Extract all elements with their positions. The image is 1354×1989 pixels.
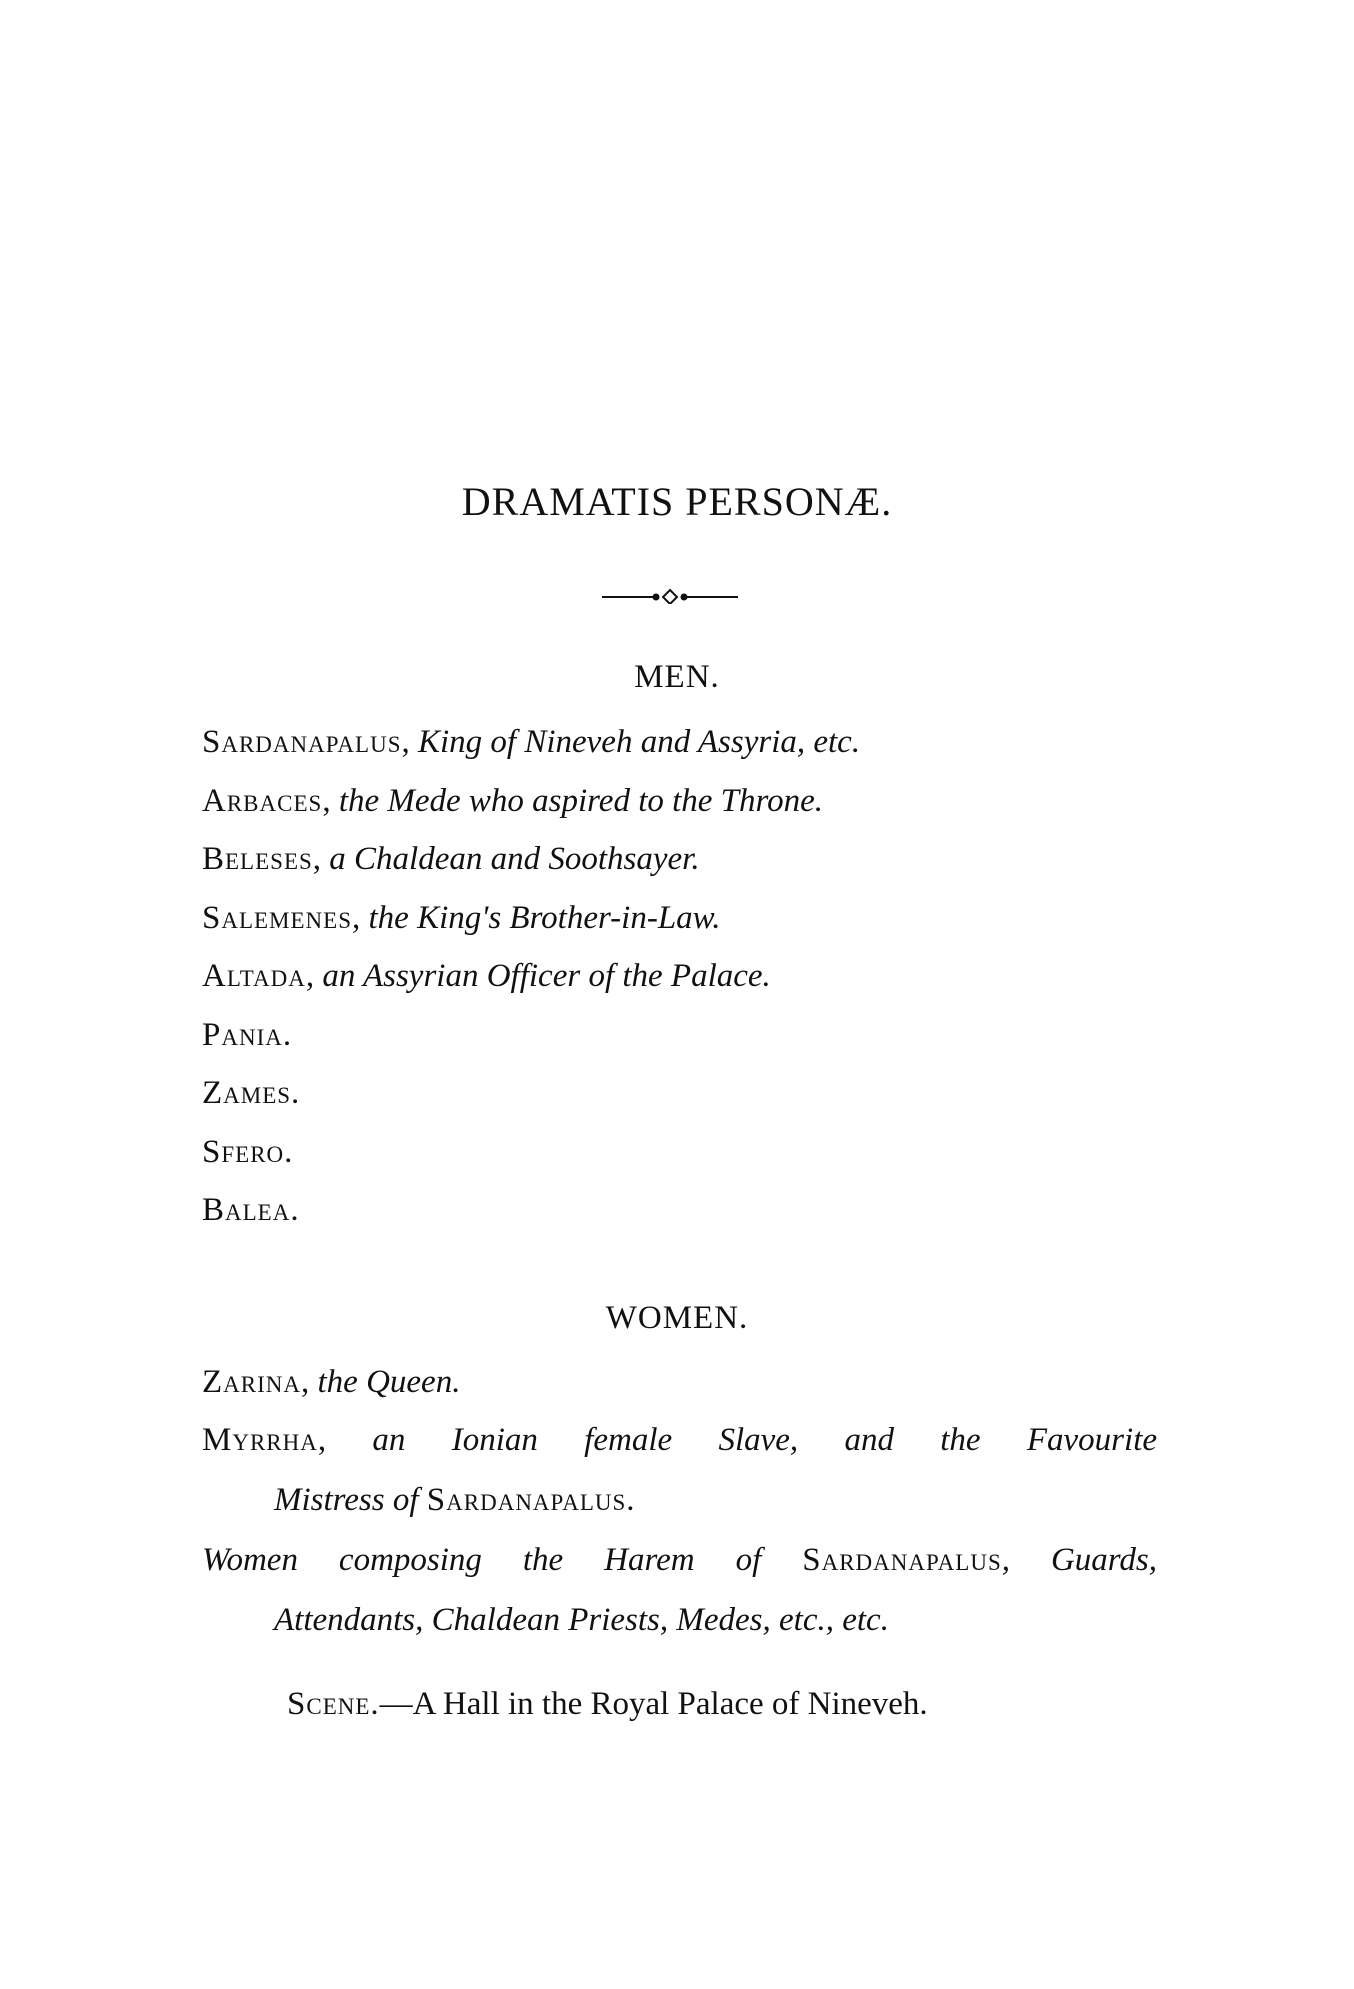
character-description: King of Nineveh and Assyria, etc. bbox=[417, 724, 861, 760]
character-description: the King's Brother-in-Law. bbox=[368, 899, 721, 936]
scene-label: Scene. bbox=[287, 1686, 380, 1722]
separator: , bbox=[401, 724, 418, 760]
character-description: the Queen. bbox=[317, 1364, 461, 1400]
character-name: Sfero. bbox=[202, 1133, 294, 1170]
character-name: Balea. bbox=[202, 1192, 300, 1228]
character-name: Zarina bbox=[202, 1364, 301, 1400]
separator: , bbox=[352, 899, 369, 936]
list-item-man bbox=[202, 1073, 300, 1113]
men-heading: MEN. bbox=[634, 659, 720, 695]
character-name: Myrrha bbox=[202, 1422, 318, 1458]
list-item-zarina bbox=[202, 1362, 460, 1402]
character-name: Beleses bbox=[202, 841, 313, 877]
character-name: Pania. bbox=[202, 1016, 293, 1053]
separator: , bbox=[322, 782, 339, 819]
character-description: a Chaldean and Soothsayer. bbox=[329, 841, 700, 877]
character-name: Salemenes bbox=[202, 899, 353, 936]
separator: , bbox=[317, 1422, 373, 1458]
character-name: Sardanapalus bbox=[202, 724, 402, 760]
separator: , bbox=[305, 958, 323, 994]
scene-text: —A Hall in the Royal Palace of Nineveh. bbox=[379, 1686, 928, 1722]
page-title: DRAMATIS PERSONÆ. bbox=[461, 479, 893, 524]
character-name: Altada bbox=[202, 958, 306, 994]
character-description: the Mede who aspired to the Throne. bbox=[338, 782, 824, 819]
character-description: Mistress of bbox=[274, 1482, 419, 1518]
character-name: Sardanapalus. bbox=[426, 1482, 636, 1518]
list-item-myrrha bbox=[202, 1420, 1157, 1460]
list-item-man bbox=[202, 898, 721, 938]
list-item-man bbox=[202, 781, 823, 821]
ornamental-rule-icon bbox=[602, 588, 738, 604]
character-description: Attendants, Chaldean Priests, Medes, etc., etc. bbox=[274, 1602, 889, 1638]
list-item-man bbox=[202, 1190, 300, 1230]
list-item-man bbox=[202, 722, 860, 762]
list-item-others-continued bbox=[274, 1600, 889, 1640]
list-item-myrrha-continued bbox=[274, 1480, 636, 1520]
character-description: Women composing the Harem of bbox=[202, 1542, 762, 1578]
list-item-man bbox=[202, 1015, 292, 1055]
character-description: an Ionian female Slave, and the Favourite bbox=[372, 1422, 1158, 1458]
separator: , bbox=[301, 1364, 318, 1400]
character-name: Sardanapalus bbox=[802, 1542, 1002, 1578]
list-item-man bbox=[202, 1132, 293, 1172]
character-name: Arbaces bbox=[202, 782, 323, 819]
character-description: an Assyrian Officer of the Palace. bbox=[322, 958, 771, 994]
list-item-others bbox=[202, 1540, 1157, 1580]
character-description-2: , Guards, bbox=[1001, 1542, 1158, 1578]
scene-line bbox=[287, 1686, 928, 1723]
women-heading: WOMEN. bbox=[605, 1300, 749, 1336]
separator: , bbox=[312, 841, 330, 877]
list-item-man bbox=[202, 956, 771, 996]
list-item-man bbox=[202, 839, 700, 879]
character-name: Zames. bbox=[202, 1075, 301, 1111]
